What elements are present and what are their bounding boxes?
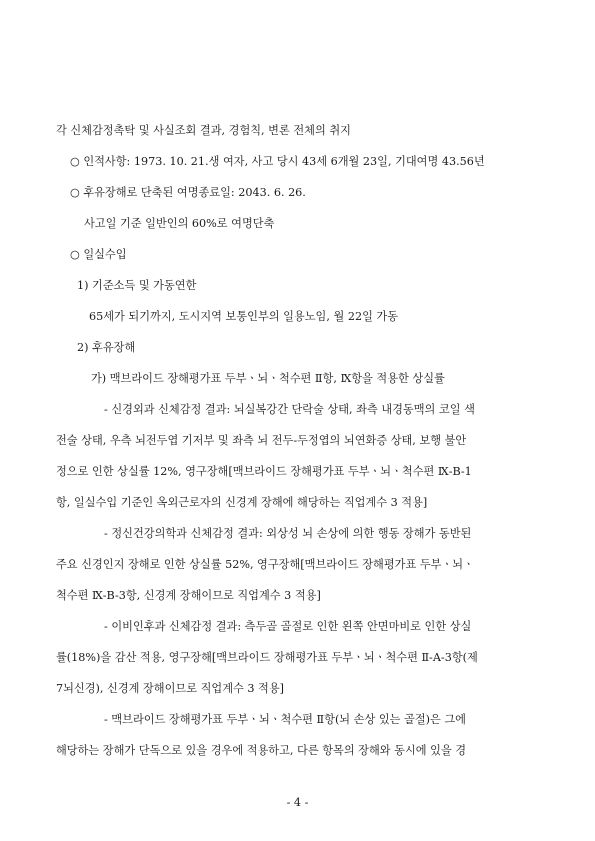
personal-info-item: ○ 인적사항: 1973. 10. 21.생 여자, 사고 당시 43세 6개월 23일, 기대여명 43.56년 bbox=[70, 155, 485, 168]
psychiatry-paragraph-line: - 정신건강의학과 신체감정 결과: 외상성 뇌 손상에 의한 행동 장해가 동반된 bbox=[104, 527, 472, 540]
ent-paragraph-line: 7뇌신경), 신경계 장해이므로 직업계수 3 적용] bbox=[56, 682, 285, 695]
lost-income-heading: ○ 일실수입 bbox=[70, 248, 127, 261]
life-expectancy-note: 사고일 기준 일반인의 60%로 여명단축 bbox=[84, 217, 275, 230]
ent-paragraph-line: - 이비인후과 신체감정 결과: 측두골 골절로 인한 왼쪽 안면마비로 인한 상실 bbox=[104, 620, 472, 633]
neurosurgery-paragraph-line: 정으로 인한 상실률 12%, 영구장해[맥브라이드 장해평가표 두부ㆍ뇌ㆍ척수편 Ⅸ-B-1 bbox=[56, 465, 472, 478]
page-number: - 4 - bbox=[286, 796, 309, 809]
mcbride-note-paragraph-line: 해당하는 장해가 단독으로 있을 경우에 적용하고, 다른 항목의 장해와 동시에 있을 경 bbox=[56, 744, 467, 757]
neurosurgery-paragraph-line: 전술 상태, 우측 뇌전두엽 기저부 및 좌측 뇌 전두-두정엽의 뇌연화증 상태, 보행 불안 bbox=[56, 434, 467, 447]
ent-paragraph-line: 률(18%)을 감산 적용, 영구장해[맥브라이드 장해평가표 두부ㆍ뇌ㆍ척수편 Ⅱ-A-3항(제 bbox=[56, 651, 478, 664]
neurosurgery-paragraph-line: 항, 일실수입 기준인 옥외근로자의 신경계 장해에 해당하는 직업계수 3 적용] bbox=[56, 496, 428, 509]
mcbride-heading: 가) 맥브라이드 장해평가표 두부ㆍ뇌ㆍ척수편 Ⅱ항, Ⅸ항을 적용한 상실률 bbox=[91, 372, 445, 385]
base-income-text: 65세가 되기까지, 도시지역 보통인부의 일용노임, 월 22일 가동 bbox=[89, 310, 399, 323]
disability-subheading: 2) 후유장해 bbox=[77, 341, 136, 354]
evidence-basis-line: 각 신체감정촉탁 및 사실조회 결과, 경험칙, 변론 전체의 취지 bbox=[56, 124, 351, 137]
psychiatry-paragraph-line: 척수편 Ⅸ-B-3항, 신경계 장해이므로 직업계수 3 적용] bbox=[56, 589, 321, 602]
life-expectancy-item: ○ 후유장해로 단축된 여명종료일: 2043. 6. 26. bbox=[70, 186, 306, 199]
mcbride-note-paragraph-line: - 맥브라이드 장해평가표 두부ㆍ뇌ㆍ척수편 Ⅱ항(뇌 손상 있는 골절)은 그에 bbox=[104, 713, 466, 726]
base-income-subheading: 1) 기준소득 및 가동연한 bbox=[77, 279, 197, 292]
neurosurgery-paragraph-line: - 신경외과 신체감정 결과: 뇌실복강간 단락술 상태, 좌측 내경동맥의 코일 색 bbox=[104, 403, 475, 416]
psychiatry-paragraph-line: 주요 신경인지 장해로 인한 상실률 52%, 영구장해[맥브라이드 장해평가표 두부ㆍ뇌ㆍ bbox=[56, 558, 474, 571]
